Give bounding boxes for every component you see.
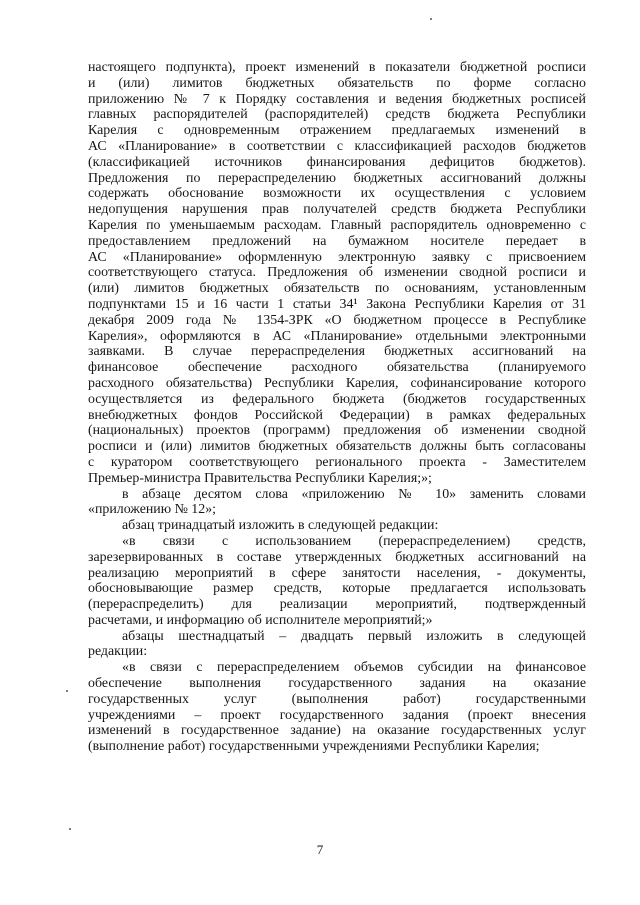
text-line: абзац тринадцатый изложить в следующей редакции: bbox=[122, 518, 439, 534]
text-line: главных распорядителей (распорядителей) средств бюджета Республики bbox=[88, 107, 586, 123]
text-line: редакции: bbox=[88, 644, 148, 660]
text-line: (классификацией источников финансирования дефицитов бюджетов). bbox=[88, 154, 586, 170]
text-line: «приложению № 12»; bbox=[88, 502, 217, 518]
paragraph-abzacy-16-21 bbox=[88, 629, 586, 661]
text-line: государственных услуг (выполнения работ) государственными bbox=[88, 691, 586, 707]
text-line: Карелия по уменьшаемым расходам. Главный распорядитель одновременно с bbox=[88, 217, 586, 233]
text-line: декабря 2009 года № 1354-ЗРК «О бюджетном процессе в Республике bbox=[88, 312, 586, 328]
text-line: заявками. В случае перераспределения бюджетных ассигнований на bbox=[88, 344, 586, 360]
text-line: росписи и (или) лимитов бюджетных обязательств должны быть согласованы bbox=[88, 439, 586, 455]
text-line: (или) лимитов бюджетных обязательств по основаниям, установленным bbox=[88, 281, 586, 297]
text-line: расходного обязательства) Республики Карелия, софинансирование которого bbox=[88, 375, 586, 391]
scan-speck bbox=[66, 690, 68, 692]
text-line: приложению № 7 к Порядку составления и ведения бюджетных росписей bbox=[88, 91, 586, 107]
text-line: обосновывающие размер средств, которые предлагается использовать bbox=[88, 581, 586, 597]
paragraph-abzac-13 bbox=[88, 518, 586, 534]
paragraph-budget-proposals bbox=[88, 60, 586, 487]
text-line: настоящего подпункта), проект изменений в показатели бюджетной росписи bbox=[88, 60, 586, 75]
text-line: Карелия с одновременным отражением предлагаемых изменений в bbox=[88, 123, 586, 139]
text-line: содержать обоснование возможности их осуществления с условием bbox=[88, 186, 586, 202]
text-line: учреждениями – проект государственного задания (проект внесения bbox=[88, 707, 586, 723]
text-line: «в связи с использованием (перераспределением) средств, bbox=[122, 533, 586, 549]
text-line: расчетами, и информацию об исполнителе мероприятий;» bbox=[88, 612, 433, 628]
text-line: в абзаце десятом слова «приложению № 10» заменить словами bbox=[122, 486, 586, 502]
text-line: и (или) лимитов бюджетных обязательств по форме согласно bbox=[88, 75, 586, 91]
text-line: с куратором соответствующего регионального проекта - Заместителем bbox=[88, 454, 586, 470]
text-line: осуществляется из федерального бюджета (бюджетов государственных bbox=[88, 391, 586, 407]
scan-speck bbox=[69, 828, 71, 830]
text-line: Карелия», оформляются в АС «Планирование» отдельными электронными bbox=[88, 328, 586, 344]
text-line: (выполнение работ) государственными учреждениями Республики Карелия; bbox=[88, 739, 540, 755]
text-line: соответствующего статуса. Предложения об изменении сводной росписи и bbox=[88, 265, 586, 281]
text-line: абзацы шестнадцатый – двадцать первый изложить в следующей bbox=[122, 628, 586, 644]
text-line: внебюджетных фондов Российской Федерации) в рамках федеральных bbox=[88, 407, 586, 423]
paragraph-subsidy-quote bbox=[88, 660, 586, 755]
text-line: зарезервированных в составе утвержденных бюджетных ассигнований на bbox=[88, 549, 586, 565]
paragraph-abzac-10 bbox=[88, 487, 586, 519]
text-line: Предложения по перераспределению бюджетных ассигнований должны bbox=[88, 170, 586, 186]
scan-speck bbox=[430, 18, 432, 20]
text-line: подпунктами 15 и 16 части 1 статьи 34¹ Закона Республики Карелия от 31 bbox=[88, 296, 586, 312]
text-line: финансовое обеспечение расходного обязательства (планируемого bbox=[88, 360, 586, 376]
text-line: Премьер-министра Правительства Республики Карелия;»; bbox=[88, 470, 432, 486]
text-line: АС «Планирование» в соответствии с классификацией расходов бюджетов bbox=[88, 138, 586, 154]
text-line: (перераспределить) для реализации мероприятий, подтвержденный bbox=[88, 597, 586, 613]
text-line: изменений в государственное задание) на оказание государственных услуг bbox=[88, 723, 586, 739]
document-page bbox=[88, 60, 586, 755]
text-line: недопущения нарушения прав получателей средств бюджета Республики bbox=[88, 202, 586, 218]
text-line: (национальных) проектов (программ) предложения об изменении сводной bbox=[88, 423, 586, 439]
page-number: 7 bbox=[316, 842, 324, 857]
paragraph-employment-quote bbox=[88, 534, 586, 629]
text-line: обеспечение выполнения государственного задания на оказание bbox=[88, 676, 586, 692]
text-line: предоставлением предложений на бумажном носителе передает в bbox=[88, 233, 586, 249]
text-line: реализацию мероприятий в сфере занятости населения, - документы, bbox=[88, 565, 586, 581]
text-line: «в связи с перераспределением объемов субсидии на финансовое bbox=[122, 660, 586, 676]
text-line: АС «Планирование» оформленную электронную заявку с присвоением bbox=[88, 249, 586, 265]
